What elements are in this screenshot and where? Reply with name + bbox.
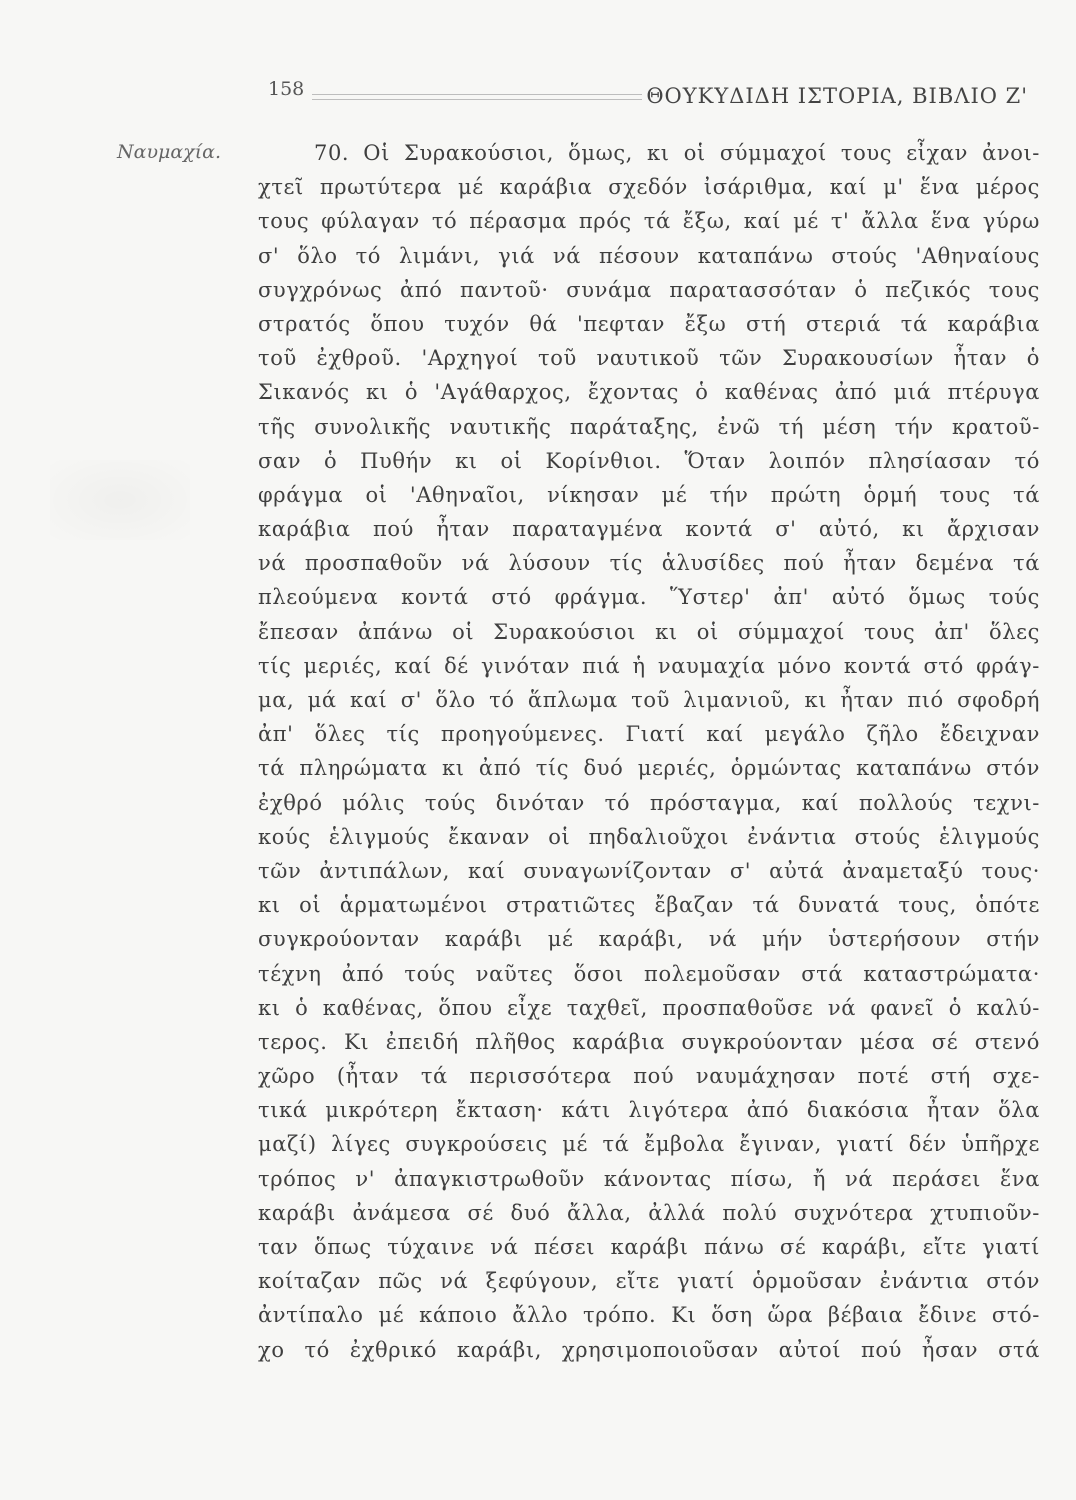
text-line: μαζί) λίγες συγκρούσεις μέ τά ἔμβολα ἔγιναν, γιατί δέν ὑπῆρχε [258,1132,1040,1157]
marginal-note: Ναυμαχία. [117,141,222,163]
text-line: τῶν ἀντιπάλων, καί συναγωνίζονταν σ' αὐτά ἀναμεταξύ τους· [258,858,1040,883]
text-line: καράβια πού ἦταν παραταγμένα κοντά σ' αὐτό, κι ἄρχισαν [258,517,1040,542]
text-line: τίς μεριές, καί δέ γινόταν πιά ἡ ναυμαχία μόνο κοντά στό φράγ- [258,653,1040,678]
text-line: ταν ὅπως τύχαινε νά πέσει καράβι πάνω σέ καράβι, εἴτε γιατί [258,1235,1040,1259]
text-line: καράβι ἀνάμεσα σέ δυό ἄλλα, ἀλλά πολύ συχνότερα χτυπιοῦν- [258,1200,1040,1225]
text-line: νά προσπαθοῦν νά λύσουν τίς ἁλυσίδες πού ἦταν δεμένα τά [258,551,1040,576]
text-line: κι ὁ καθένας, ὅπου εἶχε ταχθεῖ, προσπαθοῦσε νά φανεῖ ὁ καλύ- [258,995,1040,1020]
text-line: κούς ἑλιγμούς ἔκαναν οἱ πηδαλιοῦχοι ἐνάντια στούς ἑλιγμούς [258,824,1040,849]
page-number: 158 [268,78,305,100]
page-header [268,78,1028,118]
text-line: ἀπ' ὅλες τίς προηγούμενες. Γιατί καί μεγάλο ζῆλο ἔδειχναν [258,722,1040,747]
text-line: φράγμα οἱ 'Αθηναῖοι, νίκησαν μέ τήν πρώτη ὁρμή τους τά [258,482,1040,507]
text-line: πλεούμενα κοντά στό φράγμα. Ὕστερ' ἀπ' αὐτό ὅμως τούς [258,585,1040,610]
text-line: τικά μικρότερη ἔκταση· κάτι λιγότερα ἀπό διακόσια ἦταν ὅλα [258,1098,1040,1123]
text-line: μα, μά καί σ' ὅλο τό ἅπλωμα τοῦ λιμανιοῦ, κι ἦταν πιό σφοδρή [258,688,1040,712]
text-line: συγκρούονταν καράβι μέ καράβι, νά μήν ὑστερήσουν στήν [258,927,1040,952]
text-line: ἀντίπαλο μέ κάποιο ἄλλο τρόπο. Κι ὅση ὥρα βέβαια ἔδινε στό- [258,1303,1040,1328]
text-line: τερος. Κι ἐπειδή πλῆθος καράβια συγκρούονταν μέσα σέ στενό [258,1029,1040,1054]
text-line: συγχρόνως ἀπό παντοῦ· συνάμα παρατασσόταν ὁ πεζικός τους [258,277,1040,302]
text-line: κι οἱ ἁρματωμένοι στρατιῶτες ἔβαζαν τά δυνατά τους, ὁπότε [258,893,1040,918]
text-line: 70. Οἱ Συρακούσιοι, ὅμως, κι οἱ σύμμαχοί τους εἶχαν ἀνοι- [314,141,1040,165]
text-line: στρατός ὅπου τυχόν θά 'πεφταν ἔξω στή στεριά τά καράβια [258,311,1040,336]
margin-shading [50,460,190,540]
text-line: χτεῖ πρωτύτερα μέ καράβια σχεδόν ἰσάριθμα, καί μ' ἕνα μέρος [258,175,1040,200]
running-title: ΘΟΥΚΥΔΙΔΗ ΙΣΤΟΡΙΑ, ΒΙΒΛΙΟ Ζ' [646,84,1028,108]
text-line: χο τό ἐχθρικό καράβι, χρησιμοποιοῦσαν αὐτοί πού ἦσαν στά [258,1337,1040,1362]
body-text [258,136,1040,1367]
text-line: σ' ὅλο τό λιμάνι, γιά νά πέσουν καταπάνω στούς 'Αθηναίους [258,243,1040,268]
header-rule [312,94,642,100]
text-line: τά πληρώματα κι ἀπό τίς δυό μεριές, ὁρμώντας καταπάνω στόν [258,756,1040,781]
text-line: χῶρο (ἦταν τά περισσότερα πού ναυμάχησαν ποτέ στή σχε- [258,1064,1040,1089]
text-line: Σικανός κι ὁ 'Αγάθαρχος, ἔχοντας ὁ καθένας ἀπό μιά πτέρυγα [258,380,1040,405]
text-line: ἐχθρό μόλις τούς δινόταν τό πρόσταγμα, καί πολλούς τεχνι- [258,790,1040,815]
text-line: τέχνη ἀπό τούς ναῦτες ὅσοι πολεμοῦσαν στά καταστρώματα· [258,961,1040,986]
text-line: ἔπεσαν ἀπάνω οἱ Συρακούσιοι κι οἱ σύμμαχοί τους ἀπ' ὅλες [258,619,1040,644]
text-line: τοῦ ἐχθροῦ. 'Αρχηγοί τοῦ ναυτικοῦ τῶν Συρακουσίων ἦταν ὁ [258,346,1040,371]
text-line: σαν ὁ Πυθήν κι οἱ Κορίνθιοι. Ὅταν λοιπόν πλησίασαν τό [258,448,1040,473]
text-line: τῆς συνολικῆς ναυτικῆς παράταξης, ἐνῶ τή μέση τήν κρατοῦ- [258,414,1040,439]
text-line: κοίταζαν πῶς νά ξεφύγουν, εἴτε γιατί ὁρμοῦσαν ἐνάντια στόν [258,1269,1040,1294]
text-line: τρόπος ν' ἀπαγκιστρωθοῦν κάνοντας πίσω, ἤ νά περάσει ἕνα [258,1166,1040,1191]
text-line: τους φύλαγαν τό πέρασμα πρός τά ἔξω, καί μέ τ' ἄλλα ἕνα γύρω [258,209,1040,234]
